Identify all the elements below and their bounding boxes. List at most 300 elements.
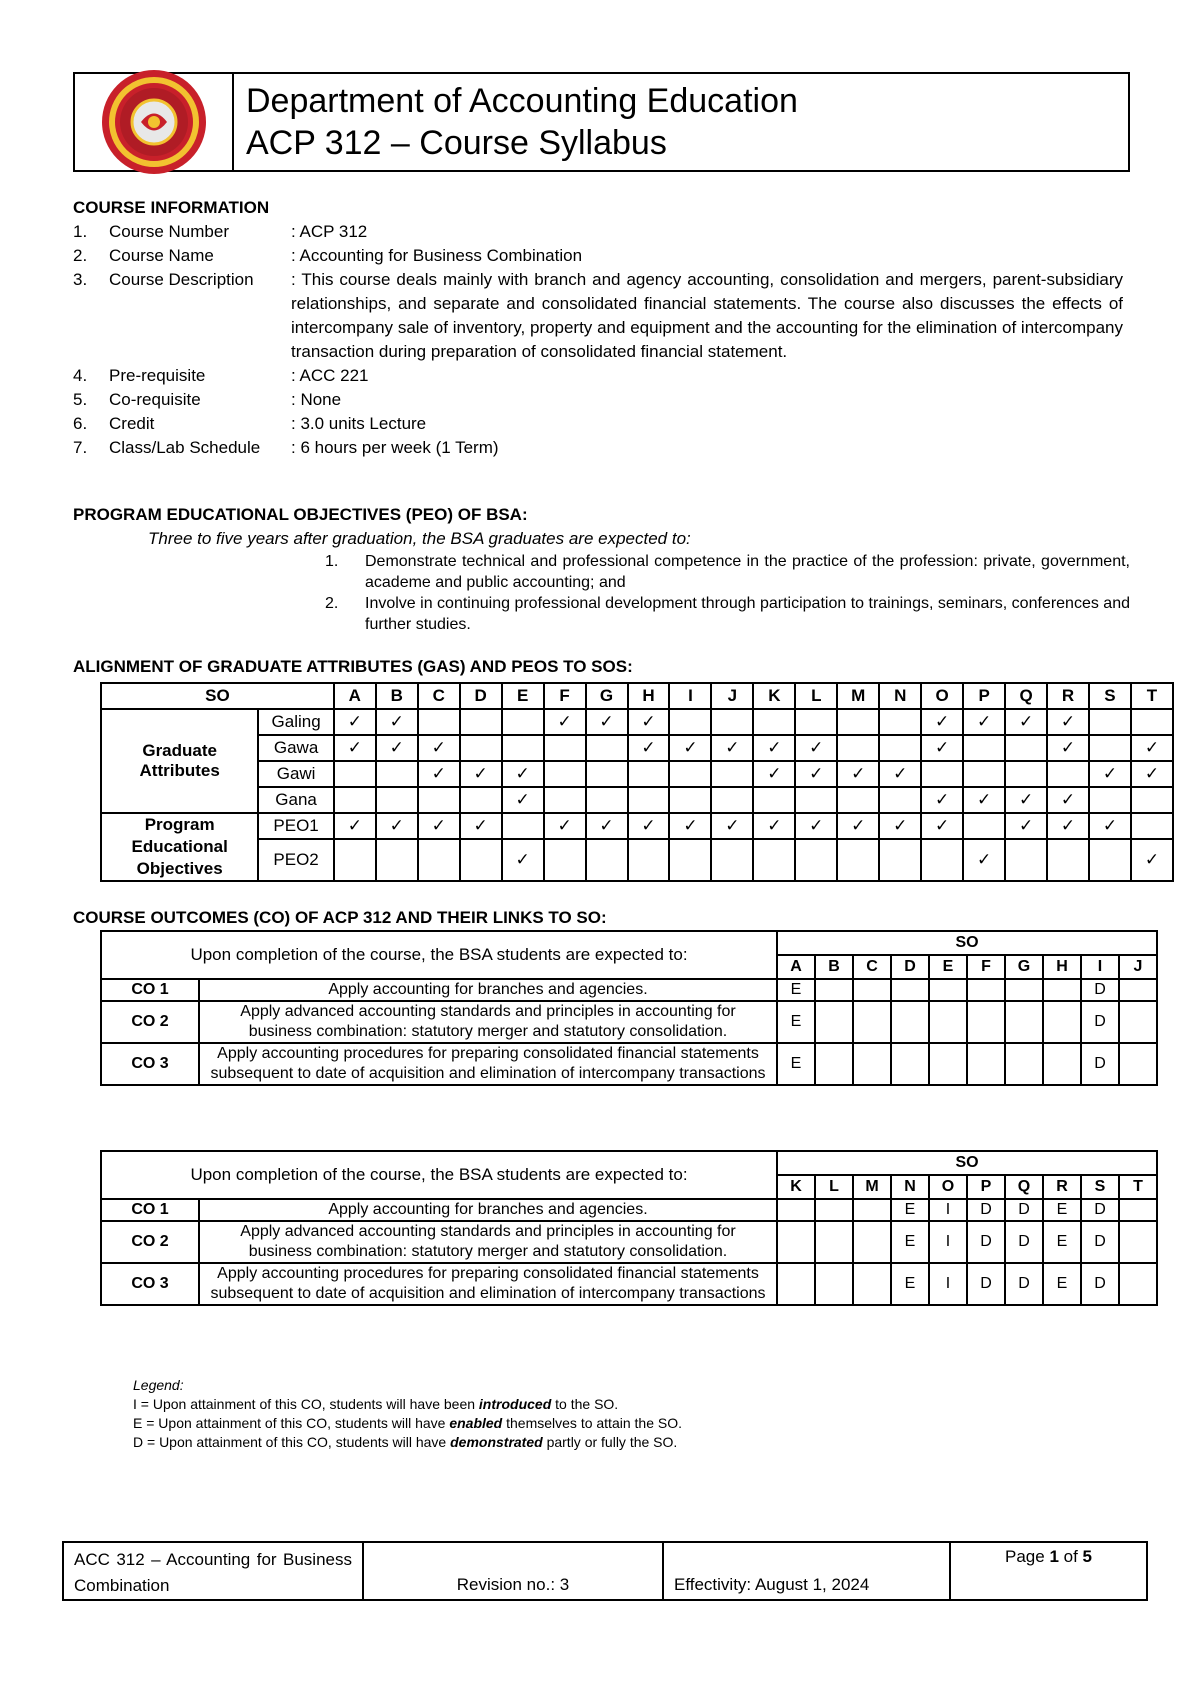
alignment-cell bbox=[879, 813, 921, 839]
legend-text: themselves to attain the SO. bbox=[502, 1415, 682, 1431]
co-label: CO 2 bbox=[101, 1221, 199, 1263]
alignment-cell bbox=[1089, 839, 1131, 881]
alignment-cell bbox=[921, 761, 963, 787]
check-mark-icon: ✓ bbox=[515, 790, 530, 809]
alignment-cell bbox=[711, 709, 753, 735]
check-mark-icon: ✓ bbox=[725, 816, 740, 835]
alignment-cell bbox=[837, 787, 879, 813]
co-description: Apply accounting for branches and agencies. bbox=[199, 979, 777, 1001]
co-so-cell: E bbox=[891, 1263, 929, 1305]
alignment-cell bbox=[418, 813, 460, 839]
check-mark-icon: ✓ bbox=[431, 764, 446, 783]
alignment-cell bbox=[418, 761, 460, 787]
alignment-cell bbox=[628, 813, 670, 839]
legend-text: E = Upon attainment of this CO, students will have bbox=[133, 1415, 450, 1431]
co-so-cell bbox=[1005, 979, 1043, 1001]
alignment-cell bbox=[921, 709, 963, 735]
so-column-header: N bbox=[891, 1175, 929, 1199]
co-so-cell: E bbox=[777, 979, 815, 1001]
alignment-cell bbox=[921, 839, 963, 881]
co-heading: COURSE OUTCOMES (CO) OF ACP 312 AND THEIR LINKS TO SO: bbox=[73, 908, 607, 927]
co-so-cell bbox=[777, 1199, 815, 1221]
legend-title: Legend: bbox=[133, 1377, 184, 1393]
alignment-cell bbox=[669, 761, 711, 787]
co-so-cell bbox=[815, 1199, 853, 1221]
alignment-cell bbox=[1047, 813, 1089, 839]
page-total: 5 bbox=[1082, 1547, 1092, 1566]
alignment-cell bbox=[502, 813, 544, 839]
check-mark-icon: ✓ bbox=[935, 790, 950, 809]
co-label: CO 3 bbox=[101, 1043, 199, 1085]
alignment-cell bbox=[837, 839, 879, 881]
check-mark-icon: ✓ bbox=[473, 764, 488, 783]
legend-item bbox=[133, 1433, 682, 1452]
co-label: CO 1 bbox=[101, 1199, 199, 1221]
alignment-cell bbox=[921, 787, 963, 813]
so-column-header: Q bbox=[1005, 683, 1047, 709]
alignment-cell bbox=[334, 709, 376, 735]
info-value: : 3.0 units Lecture bbox=[291, 414, 427, 433]
so-column-header: J bbox=[711, 683, 753, 709]
co-so-cell bbox=[1119, 1221, 1157, 1263]
peo-number: 1. bbox=[325, 553, 339, 570]
check-mark-icon: ✓ bbox=[1102, 764, 1118, 783]
peo-item bbox=[325, 551, 1130, 593]
alignment-row bbox=[101, 813, 1173, 839]
so-column-header: R bbox=[1047, 683, 1089, 709]
info-value: : 6 hours per week (1 Term) bbox=[291, 438, 499, 457]
co-so-cell: D bbox=[967, 1263, 1005, 1305]
header-title bbox=[234, 74, 810, 170]
info-label: Pre-requisite bbox=[109, 366, 206, 385]
co-so-cell: E bbox=[777, 1001, 815, 1043]
alignment-cell bbox=[628, 761, 670, 787]
alignment-cell bbox=[879, 735, 921, 761]
alignment-cell bbox=[837, 761, 879, 787]
so-column-header: E bbox=[502, 683, 544, 709]
so-column-header: K bbox=[753, 683, 795, 709]
check-mark-icon: ✓ bbox=[1018, 816, 1034, 835]
alignment-cell bbox=[544, 709, 586, 735]
alignment-cell bbox=[1131, 735, 1173, 761]
alignment-cell bbox=[376, 761, 418, 787]
check-mark-icon: ✓ bbox=[389, 816, 404, 835]
alignment-cell bbox=[460, 839, 502, 881]
alignment-cell bbox=[963, 735, 1005, 761]
alignment-cell bbox=[460, 813, 502, 839]
alignment-cell bbox=[544, 761, 586, 787]
alignment-cell bbox=[837, 813, 879, 839]
check-mark-icon: ✓ bbox=[515, 850, 530, 869]
footer-page-number bbox=[951, 1543, 1146, 1599]
check-mark-icon: ✓ bbox=[599, 712, 614, 731]
alignment-cell bbox=[628, 735, 670, 761]
co-so-cell bbox=[777, 1221, 815, 1263]
alignment-cell bbox=[1047, 787, 1089, 813]
co-so-cell bbox=[1119, 1001, 1157, 1043]
check-mark-icon: ✓ bbox=[809, 764, 824, 783]
check-mark-icon: ✓ bbox=[976, 850, 992, 869]
alignment-row-label: Galing bbox=[258, 709, 334, 735]
check-mark-icon: ✓ bbox=[389, 712, 404, 731]
legend bbox=[133, 1376, 682, 1452]
check-mark-icon: ✓ bbox=[683, 738, 698, 757]
co-row bbox=[101, 1199, 1157, 1221]
co-so-cell: D bbox=[1081, 1199, 1119, 1221]
co-so-cell bbox=[967, 1043, 1005, 1085]
check-mark-icon: ✓ bbox=[809, 816, 824, 835]
co-so-cell bbox=[891, 1043, 929, 1085]
info-label: Course Description bbox=[109, 270, 254, 289]
alignment-cell bbox=[586, 735, 628, 761]
so-column-header: F bbox=[967, 955, 1005, 979]
so-column-header: O bbox=[929, 1175, 967, 1199]
so-column-header: D bbox=[891, 955, 929, 979]
so-column-header: A bbox=[777, 955, 815, 979]
co-so-cell: D bbox=[967, 1199, 1005, 1221]
co-so-cell bbox=[853, 1001, 891, 1043]
alignment-cell bbox=[460, 787, 502, 813]
co-row bbox=[101, 979, 1157, 1001]
info-number: 3. bbox=[73, 270, 88, 289]
check-mark-icon: ✓ bbox=[767, 816, 782, 835]
footer-course: ACC 312 – Accounting for Business Combination bbox=[64, 1543, 364, 1599]
co-so-cell: D bbox=[1081, 1001, 1119, 1043]
peo-group-label: Program Educational Objectives bbox=[101, 813, 258, 881]
legend-item bbox=[133, 1395, 682, 1414]
alignment-cell bbox=[376, 787, 418, 813]
alignment-cell bbox=[1131, 839, 1173, 881]
alignment-cell bbox=[544, 787, 586, 813]
alignment-cell bbox=[879, 761, 921, 787]
co-so-cell bbox=[1119, 1043, 1157, 1085]
co-so-cell: D bbox=[1005, 1263, 1043, 1305]
so-column-header: L bbox=[795, 683, 837, 709]
alignment-cell bbox=[711, 839, 753, 881]
co-so-cell bbox=[1119, 1263, 1157, 1305]
co-so-cell: D bbox=[967, 1221, 1005, 1263]
alignment-cell bbox=[753, 735, 795, 761]
co-so-cell: D bbox=[1005, 1221, 1043, 1263]
alignment-cell bbox=[418, 709, 460, 735]
alignment-cell bbox=[963, 839, 1005, 881]
so-column-header: I bbox=[1081, 955, 1119, 979]
co-description: Apply accounting procedures for preparing consolidated financial statements subsequent to date of acquisition and elimination of intercompany transactions bbox=[199, 1043, 777, 1085]
alignment-cell bbox=[669, 787, 711, 813]
peo-text: Demonstrate technical and professional competence in the practice of the profession: private, government, academe and public accounting; and bbox=[365, 553, 1130, 591]
so-column-header: C bbox=[853, 955, 891, 979]
alignment-cell bbox=[628, 709, 670, 735]
college-seal-logo bbox=[99, 67, 209, 177]
alignment-header-row bbox=[101, 683, 1173, 709]
co-so-cell bbox=[853, 1263, 891, 1305]
alignment-cell bbox=[795, 735, 837, 761]
alignment-cell bbox=[795, 813, 837, 839]
co-so-cell bbox=[777, 1263, 815, 1305]
alignment-cell bbox=[795, 761, 837, 787]
alignment-cell bbox=[334, 761, 376, 787]
so-column-header: Q bbox=[1005, 1175, 1043, 1199]
check-mark-icon: ✓ bbox=[767, 764, 782, 783]
so-column-header: P bbox=[963, 683, 1005, 709]
alignment-cell bbox=[586, 787, 628, 813]
alignment-cell bbox=[544, 813, 586, 839]
check-mark-icon: ✓ bbox=[976, 790, 992, 809]
co-row bbox=[101, 1043, 1157, 1085]
alignment-cell bbox=[544, 839, 586, 881]
so-column-header: A bbox=[334, 683, 376, 709]
check-mark-icon: ✓ bbox=[1144, 738, 1160, 757]
info-value: : ACC 221 bbox=[291, 366, 369, 385]
co-so-cell bbox=[1005, 1001, 1043, 1043]
footer-revision: Revision no.: 3 bbox=[364, 1543, 664, 1599]
alignment-cell bbox=[669, 709, 711, 735]
alignment-cell bbox=[879, 787, 921, 813]
check-mark-icon: ✓ bbox=[1060, 816, 1076, 835]
alignment-cell bbox=[460, 709, 502, 735]
so-column-header: G bbox=[586, 683, 628, 709]
syllabus-title: ACP 312 – Course Syllabus bbox=[246, 124, 667, 162]
alignment-cell bbox=[628, 787, 670, 813]
alignment-cell bbox=[921, 813, 963, 839]
info-number: 5. bbox=[73, 390, 88, 409]
co-so-cell: D bbox=[1081, 1263, 1119, 1305]
check-mark-icon: ✓ bbox=[557, 712, 572, 731]
course-info-heading: COURSE INFORMATION bbox=[73, 198, 270, 217]
alignment-cell bbox=[1005, 735, 1047, 761]
so-column-header: B bbox=[376, 683, 418, 709]
so-column-header: H bbox=[628, 683, 670, 709]
alignment-cell bbox=[334, 839, 376, 881]
co-so-cell bbox=[929, 1043, 967, 1085]
alignment-cell bbox=[418, 735, 460, 761]
alignment-cell bbox=[753, 787, 795, 813]
so-column-header: S bbox=[1089, 683, 1131, 709]
co-so-cell bbox=[929, 979, 967, 1001]
alignment-cell bbox=[544, 735, 586, 761]
page-footer bbox=[62, 1541, 1148, 1601]
so-header: SO bbox=[101, 683, 334, 709]
co-so-cell: D bbox=[1005, 1199, 1043, 1221]
so-column-header: O bbox=[921, 683, 963, 709]
legend-emphasis: enabled bbox=[449, 1415, 503, 1431]
alignment-cell bbox=[376, 735, 418, 761]
co-so-cell: E bbox=[1043, 1263, 1081, 1305]
co-so-cell: E bbox=[777, 1043, 815, 1085]
alignment-cell bbox=[795, 839, 837, 881]
course-info-list bbox=[73, 220, 1123, 460]
alignment-cell bbox=[1131, 813, 1173, 839]
co-table-k-to-t bbox=[100, 1150, 1158, 1306]
alignment-cell bbox=[921, 735, 963, 761]
alignment-row-label: Gawi bbox=[258, 761, 334, 787]
so-column-header: S bbox=[1081, 1175, 1119, 1199]
alignment-cell bbox=[334, 735, 376, 761]
document-header bbox=[73, 72, 1130, 172]
check-mark-icon: ✓ bbox=[1060, 790, 1076, 809]
alignment-row bbox=[101, 839, 1173, 881]
co-so-cell bbox=[853, 1221, 891, 1263]
page-label: Page bbox=[1005, 1547, 1050, 1566]
co-description: Apply accounting for branches and agencies. bbox=[199, 1199, 777, 1221]
co-description: Apply accounting procedures for preparing consolidated financial statements subsequent to date of acquisition and elimination of intercompany transactions bbox=[199, 1263, 777, 1305]
info-label: Course Name bbox=[109, 246, 214, 265]
so-column-header: R bbox=[1043, 1175, 1081, 1199]
alignment-heading: ALIGNMENT OF GRADUATE ATTRIBUTES (GAS) AND PEOS TO SOS: bbox=[73, 657, 633, 676]
alignment-row bbox=[101, 761, 1173, 787]
alignment-cell bbox=[376, 839, 418, 881]
co-so-cell bbox=[815, 1043, 853, 1085]
co-so-cell bbox=[815, 1001, 853, 1043]
co-row bbox=[101, 1263, 1157, 1305]
check-mark-icon: ✓ bbox=[851, 764, 866, 783]
so-column-header: K bbox=[777, 1175, 815, 1199]
co-so-cell bbox=[1005, 1043, 1043, 1085]
check-mark-icon: ✓ bbox=[893, 816, 908, 835]
alignment-cell bbox=[586, 839, 628, 881]
alignment-cell bbox=[1089, 709, 1131, 735]
legend-text: D = Upon attainment of this CO, students will have bbox=[133, 1434, 451, 1450]
co-so-cell bbox=[1043, 979, 1081, 1001]
check-mark-icon: ✓ bbox=[1144, 850, 1160, 869]
co-so-cell bbox=[1119, 1199, 1157, 1221]
co-header-row bbox=[101, 931, 1157, 955]
co-header-row bbox=[101, 1151, 1157, 1175]
co-so-cell bbox=[853, 1199, 891, 1221]
alignment-cell bbox=[711, 787, 753, 813]
course-info-row bbox=[73, 268, 1123, 364]
alignment-cell bbox=[460, 735, 502, 761]
so-column-header: H bbox=[1043, 955, 1081, 979]
alignment-cell bbox=[753, 709, 795, 735]
legend-emphasis: demonstrated bbox=[450, 1434, 543, 1450]
check-mark-icon: ✓ bbox=[767, 738, 782, 757]
check-mark-icon: ✓ bbox=[473, 816, 488, 835]
check-mark-icon: ✓ bbox=[1102, 816, 1118, 835]
alignment-table bbox=[100, 682, 1174, 882]
alignment-cell bbox=[1005, 813, 1047, 839]
co-so-cell bbox=[853, 979, 891, 1001]
co-intro: Upon completion of the course, the BSA students are expected to: bbox=[101, 931, 777, 979]
check-mark-icon: ✓ bbox=[683, 816, 698, 835]
co-label: CO 3 bbox=[101, 1263, 199, 1305]
info-number: 2. bbox=[73, 246, 88, 265]
alignment-cell bbox=[795, 787, 837, 813]
alignment-cell bbox=[586, 761, 628, 787]
check-mark-icon: ✓ bbox=[725, 738, 740, 757]
alignment-row-label: Gana bbox=[258, 787, 334, 813]
alignment-cell bbox=[502, 735, 544, 761]
peo-number: 2. bbox=[325, 595, 339, 612]
so-column-header: L bbox=[815, 1175, 853, 1199]
alignment-cell bbox=[711, 813, 753, 839]
check-mark-icon: ✓ bbox=[641, 712, 656, 731]
alignment-cell bbox=[502, 761, 544, 787]
check-mark-icon: ✓ bbox=[976, 712, 992, 731]
info-label: Class/Lab Schedule bbox=[109, 438, 261, 457]
info-number: 6. bbox=[73, 414, 88, 433]
alignment-cell bbox=[586, 813, 628, 839]
co-description: Apply advanced accounting standards and principles in accounting for business combination: statutory merger and statutory consolidation. bbox=[199, 1221, 777, 1263]
alignment-cell bbox=[1047, 735, 1089, 761]
check-mark-icon: ✓ bbox=[935, 712, 950, 731]
alignment-row bbox=[101, 787, 1173, 813]
alignment-cell bbox=[753, 813, 795, 839]
check-mark-icon: ✓ bbox=[935, 816, 950, 835]
co-so-cell: E bbox=[1043, 1199, 1081, 1221]
info-number: 7. bbox=[73, 438, 88, 457]
course-info-row bbox=[73, 436, 1123, 460]
so-column-header: B bbox=[815, 955, 853, 979]
check-mark-icon: ✓ bbox=[599, 816, 614, 835]
alignment-cell bbox=[1089, 735, 1131, 761]
check-mark-icon: ✓ bbox=[1060, 712, 1076, 731]
check-mark-icon: ✓ bbox=[557, 816, 572, 835]
info-value: : Accounting for Business Combination bbox=[291, 246, 583, 265]
check-mark-icon: ✓ bbox=[893, 764, 908, 783]
co-label: CO 1 bbox=[101, 979, 199, 1001]
so-column-header: D bbox=[460, 683, 502, 709]
co-so-cell: D bbox=[1081, 1221, 1119, 1263]
course-info-row bbox=[73, 364, 1123, 388]
alignment-row-label: Gawa bbox=[258, 735, 334, 761]
alignment-row-label: PEO2 bbox=[258, 839, 334, 881]
check-mark-icon: ✓ bbox=[389, 738, 404, 757]
alignment-cell bbox=[1089, 761, 1131, 787]
logo-cell bbox=[75, 74, 234, 170]
co-so-cell: I bbox=[929, 1221, 967, 1263]
alignment-cell bbox=[963, 761, 1005, 787]
legend-text: partly or fully the SO. bbox=[542, 1434, 678, 1450]
co-label: CO 2 bbox=[101, 1001, 199, 1043]
check-mark-icon: ✓ bbox=[1018, 790, 1034, 809]
co-so-cell: D bbox=[1081, 979, 1119, 1001]
alignment-cell bbox=[334, 813, 376, 839]
info-label: Credit bbox=[109, 414, 155, 433]
alignment-cell bbox=[376, 709, 418, 735]
co-table-a-to-j bbox=[100, 930, 1158, 1086]
info-label: Co-requisite bbox=[109, 390, 201, 409]
footer-effectivity: Effectivity: August 1, 2024 bbox=[664, 1543, 951, 1599]
co-so-cell bbox=[815, 1221, 853, 1263]
info-value: : ACP 312 bbox=[291, 222, 368, 241]
alignment-cell bbox=[669, 735, 711, 761]
check-mark-icon: ✓ bbox=[431, 738, 446, 757]
so-column-header: T bbox=[1119, 1175, 1157, 1199]
legend-emphasis: introduced bbox=[478, 1396, 552, 1412]
peo-item bbox=[325, 593, 1130, 635]
check-mark-icon: ✓ bbox=[809, 738, 824, 757]
co-so-cell bbox=[1119, 979, 1157, 1001]
alignment-cell bbox=[1005, 787, 1047, 813]
so-header: SO bbox=[777, 931, 1157, 955]
alignment-cell bbox=[669, 839, 711, 881]
alignment-cell bbox=[879, 839, 921, 881]
peo-text: Involve in continuing professional development through participation to trainings, seminars, conferences and further studies. bbox=[365, 595, 1130, 633]
check-mark-icon: ✓ bbox=[641, 816, 656, 835]
check-mark-icon: ✓ bbox=[1060, 738, 1076, 757]
alignment-cell bbox=[753, 761, 795, 787]
alignment-cell bbox=[1089, 787, 1131, 813]
course-info-row bbox=[73, 412, 1123, 436]
course-info-row bbox=[73, 220, 1123, 244]
check-mark-icon: ✓ bbox=[641, 738, 656, 757]
alignment-cell bbox=[753, 839, 795, 881]
co-so-cell: E bbox=[1043, 1221, 1081, 1263]
department-title: Department of Accounting Education bbox=[246, 82, 798, 120]
alignment-cell bbox=[1005, 709, 1047, 735]
info-value: : This course deals mainly with branch and agency accounting, consolidation and mergers, parent-subsidiary relationships, and separate and consolidated financial statements. The course also discusses the effects of intercompany sale of inventory, property and equipment and the accounting for the elimination of intercompany transaction during preparation of consolidated financial statement. bbox=[291, 270, 1123, 361]
